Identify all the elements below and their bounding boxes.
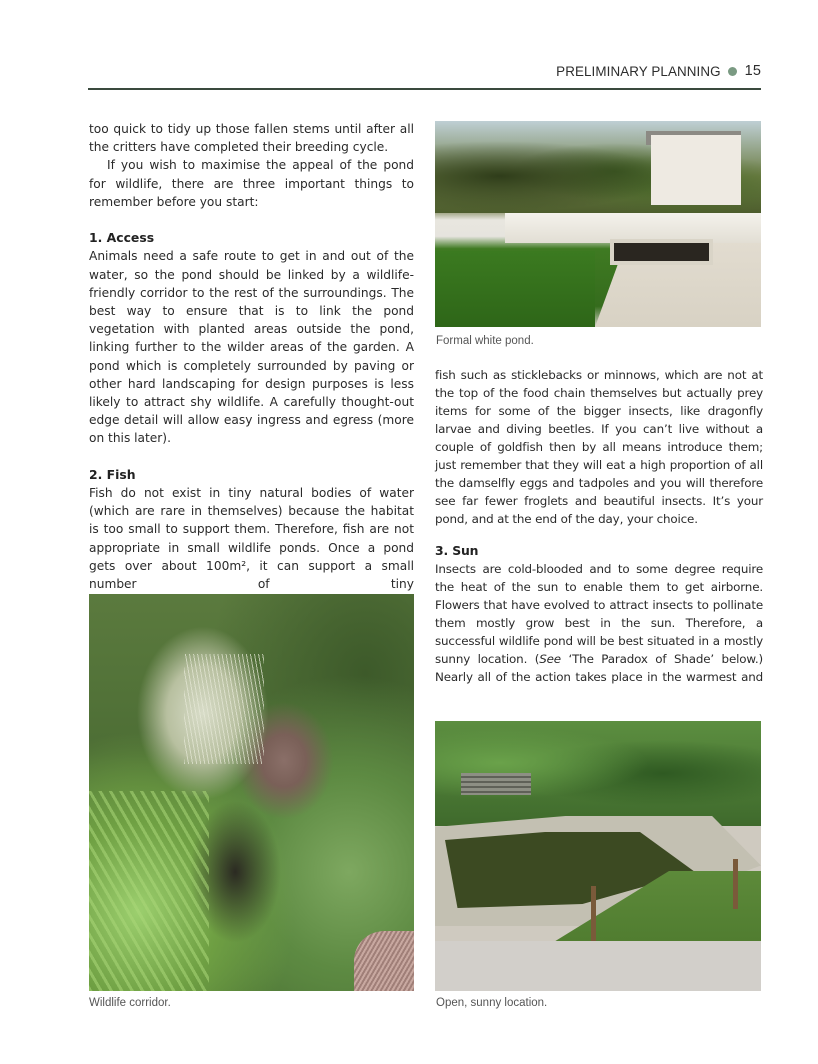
bullet-dot-icon: [728, 67, 737, 76]
formal-white-pond-photo: [435, 121, 761, 327]
access-paragraph: Animals need a safe route to get in and out of the water, so the pond should be linked by a wildlife-friendly corridor to the rest of the surroundings. The best way to ensure that is to link the pond vegetation with planted areas outside the pond, linking further to the wilder areas of the garden. A pond which is completely surrounded by paving or other hard landscaping for design purposes is less likely to attract shy wildlife. A carefully thought-out edge detail will allow easy ingress and egress (more on this later).: [89, 249, 414, 446]
intro-paragraph-2: If you wish to maximise the appeal of the pond for wildlife, there are three important things to remember before you start:: [89, 158, 414, 209]
fish-continued-paragraph: fish such as sticklebacks or minnows, which are not at the top of the food chain themselves but actually prey items for some of the bigger insects, like dragonfly larvae and diving beetles. If you can’t live without a couple of goldfish then by all means introduce them; just remember that they will eat a high proportion of all the damselfly eggs and tadpoles and you will therefore see far fewer froglets and beautiful insects. It’s your pond, and at the end of the day, your choice.: [435, 368, 763, 526]
left-column: [89, 120, 414, 593]
sun-text-a: Insects are cold-blooded and to some degree require the heat of the sun to enable them to get airborne. Flowers that have evolved to attract insects to pollinate them mostly grow best in the sun. Therefore, a successful wildlife pond will be best situated in a mostly sunny location. (: [435, 562, 763, 666]
fish-paragraph: Fish do not exist in tiny natural bodies of water (which are rare in themselves) because the habitat is too small to support them. Therefore, fish are not appropriate in small wildlife ponds. Once a pond gets over about 100m², it can support a small number of tiny: [89, 486, 414, 592]
corridor-caption: Wildlife corridor.: [89, 997, 171, 1009]
wildlife-corridor-photo: [89, 594, 414, 991]
access-heading: 1. Access: [89, 230, 155, 246]
sun-paragraph: [435, 560, 763, 686]
header-rule: [88, 88, 761, 90]
intro-paragraph-1: too quick to tidy up those fallen stems until after all the critters have completed their breeding cycle.: [89, 122, 414, 155]
sunny-pond-photo: [435, 721, 761, 991]
sun-text-b: ‘The Paradox of Shade’ below.) Nearly all of the action takes place in the warmest and: [435, 652, 764, 684]
sun-text-see: See: [539, 652, 561, 666]
running-header: [556, 63, 761, 79]
formal-pond-caption: Formal white pond.: [436, 335, 534, 347]
section-title: PRELIMINARY PLANNING: [556, 63, 721, 79]
sunny-caption: Open, sunny location.: [436, 997, 548, 1009]
sun-heading: 3. Sun: [435, 543, 479, 558]
right-column: [435, 366, 763, 686]
fish-heading: 2. Fish: [89, 466, 136, 482]
page-number: 15: [744, 63, 761, 79]
